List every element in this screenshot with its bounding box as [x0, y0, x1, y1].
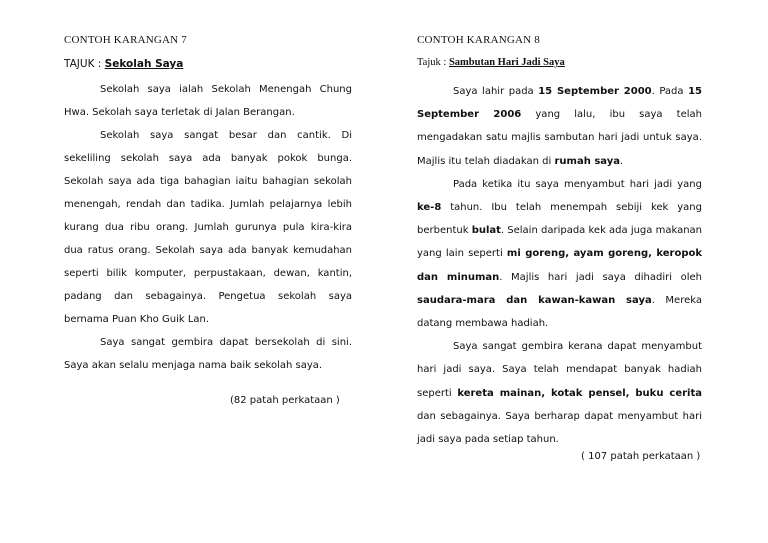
text-run: Sekolah saya sangat besar dan cantik. Di sekeliling sekolah saya ada banyak pokok bunga. Sekolah saya ada tiga bahagian iaitu bahagian sekolah menengah, rendah dan tadika. Jumlah pelajarnya lebih kurang dua ribu orang. Jumlah gurunya pula kira-kira dua ratus orang. Sekolah saya ada banyak kemudahan seperti bilik komputer, perpustakaan, dewan, kantin, padang dan sebagainya. Pengetua sekolah saya bernama Puan Kho Guik Lan.: [64, 130, 352, 325]
essay-title-line: [417, 57, 565, 68]
text-run: tahun. Ibu telah menempah sebiji kek yang berbentuk: [417, 202, 702, 237]
text-run: . Selain daripada kek ada juga makanan yang lain seperti: [417, 225, 703, 260]
paragraph-2: [64, 124, 352, 331]
text-run: dan sebagainya. Saya berharap dapat menyambut hari jadi saya pada setiap tahun.: [417, 410, 702, 446]
bold-text: kereta mainan, kotak pensel, buku cerita: [457, 387, 702, 399]
paragraph-1: [64, 78, 352, 124]
text-run: . Pada: [651, 86, 689, 97]
bold-text: mi goreng, ayam goreng, keropok dan minuman: [417, 248, 702, 283]
paragraph-3: [64, 331, 352, 377]
title-label: TAJUK :: [64, 58, 105, 70]
text-run: yang lalu, ibu saya telah mengadakan satu majlis sambutan hari jadi untuk saya. Majlis itu telah diadakan di: [417, 109, 702, 167]
essay-title: Sambutan Hari Jadi Saya: [448, 57, 565, 68]
bold-text: rumah saya: [554, 155, 620, 167]
essay-heading: CONTOH KARANGAN 8: [417, 34, 540, 46]
bold-text: ke-8: [417, 202, 442, 214]
essay-heading: CONTOH KARANGAN 7: [64, 34, 187, 46]
text-run: . Mereka datang membawa hadiah.: [417, 294, 702, 330]
paragraph-1: [417, 80, 702, 173]
essay-body: [417, 80, 702, 451]
text-run: . Majlis hari jadi saya dihadiri oleh: [499, 271, 702, 283]
bold-text: 15 September 2006: [417, 86, 702, 121]
bold-text: 15 September 2000: [538, 86, 652, 97]
text-run: .: [619, 155, 624, 167]
paragraph-2: [417, 173, 702, 335]
text-run: Saya lahir pada: [453, 86, 539, 97]
text-run: Pada ketika itu saya menyambut hari jadi yang: [453, 178, 702, 190]
paragraph-3: [417, 335, 702, 451]
bold-text: bulat: [471, 225, 501, 237]
word-count: (82 patah perkataan ): [230, 395, 340, 406]
text-run: Sekolah saya ialah Sekolah Menengah Chung Hwa. Sekolah saya terletak di Jalan Berangan.: [64, 84, 352, 118]
essay-title-line: [64, 58, 183, 70]
word-count: ( 107 patah perkataan ): [581, 451, 701, 462]
bold-text: saudara-mara dan kawan-kawan saya: [417, 294, 652, 306]
essay-body: [64, 78, 352, 377]
text-run: Saya sangat gembira kerana dapat menyambut hari jadi saya. Saya telah mendapat banyak hadiah seperti: [417, 341, 702, 399]
title-label: Tajuk :: [417, 57, 449, 68]
essay-title: Sekolah Saya: [104, 58, 184, 70]
text-run: Saya sangat gembira dapat bersekolah di sini. Saya akan selalu menjaga nama baik sekolah saya.: [64, 337, 352, 371]
